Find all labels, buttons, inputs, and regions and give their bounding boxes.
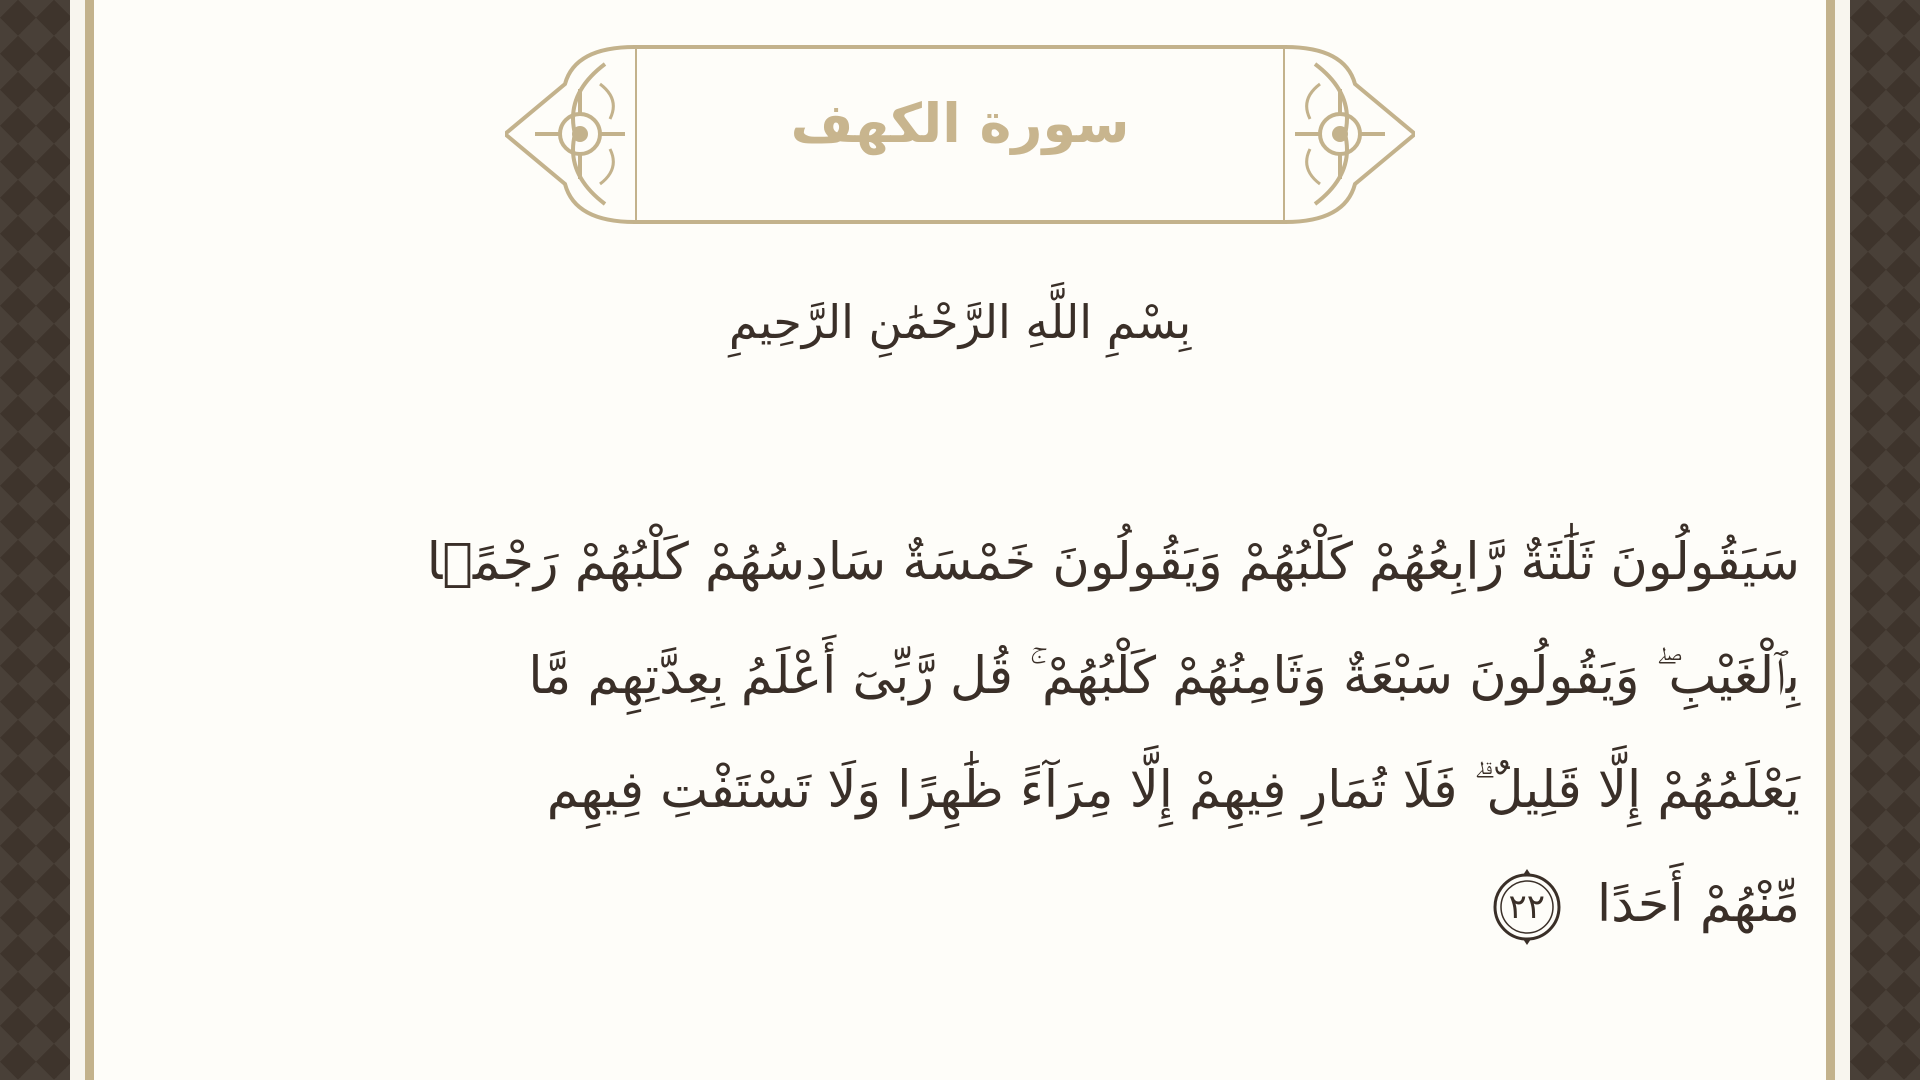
- ayah-end-marker: [1487, 867, 1567, 947]
- right-ornamental-border: [1850, 0, 1920, 1080]
- ayah-last-line: [220, 860, 1800, 974]
- ayah-text: [220, 518, 1800, 974]
- surah-header-banner: [505, 44, 1415, 224]
- surah-title: سورة الكهف: [790, 92, 1130, 155]
- ayah-line: بِٱلْغَيْبِ ۖ وَيَقُولُونَ سَبْعَةٌ وَثَامِنُهُمْ كَلْبُهُمْ ۚ قُل رَّبِّىٓ أَعْلَمُ بِعِدَّتِهِم مَّا: [528, 647, 1800, 706]
- ayah-line: مِّنْهُمْ أَحَدًا: [1596, 875, 1800, 934]
- right-gold-rule: [1826, 0, 1835, 1080]
- ayah-line: سَيَقُولُونَ ثَلَٰثَةٌ رَّابِعُهُمْ كَلْبُهُمْ وَيَقُولُونَ خَمْسَةٌ سَادِسُهُمْ كَلْبُهُمْ رَجْمًۢا: [426, 533, 1800, 592]
- basmala: بِسْمِ اللَّهِ الرَّحْمَٰنِ الرَّحِيمِ: [728, 295, 1192, 349]
- left-ornamental-border: [0, 0, 70, 1080]
- ayah-line: يَعْلَمُهُمْ إِلَّا قَلِيلٌ ۗ فَلَا تُمَارِ فِيهِمْ إِلَّا مِرَآءً ظَٰهِرًا وَلَا تَسْتَفْتِ فِيهِم: [546, 761, 1800, 820]
- ayah-number: ٢٢: [1508, 887, 1546, 927]
- left-gold-rule: [85, 0, 94, 1080]
